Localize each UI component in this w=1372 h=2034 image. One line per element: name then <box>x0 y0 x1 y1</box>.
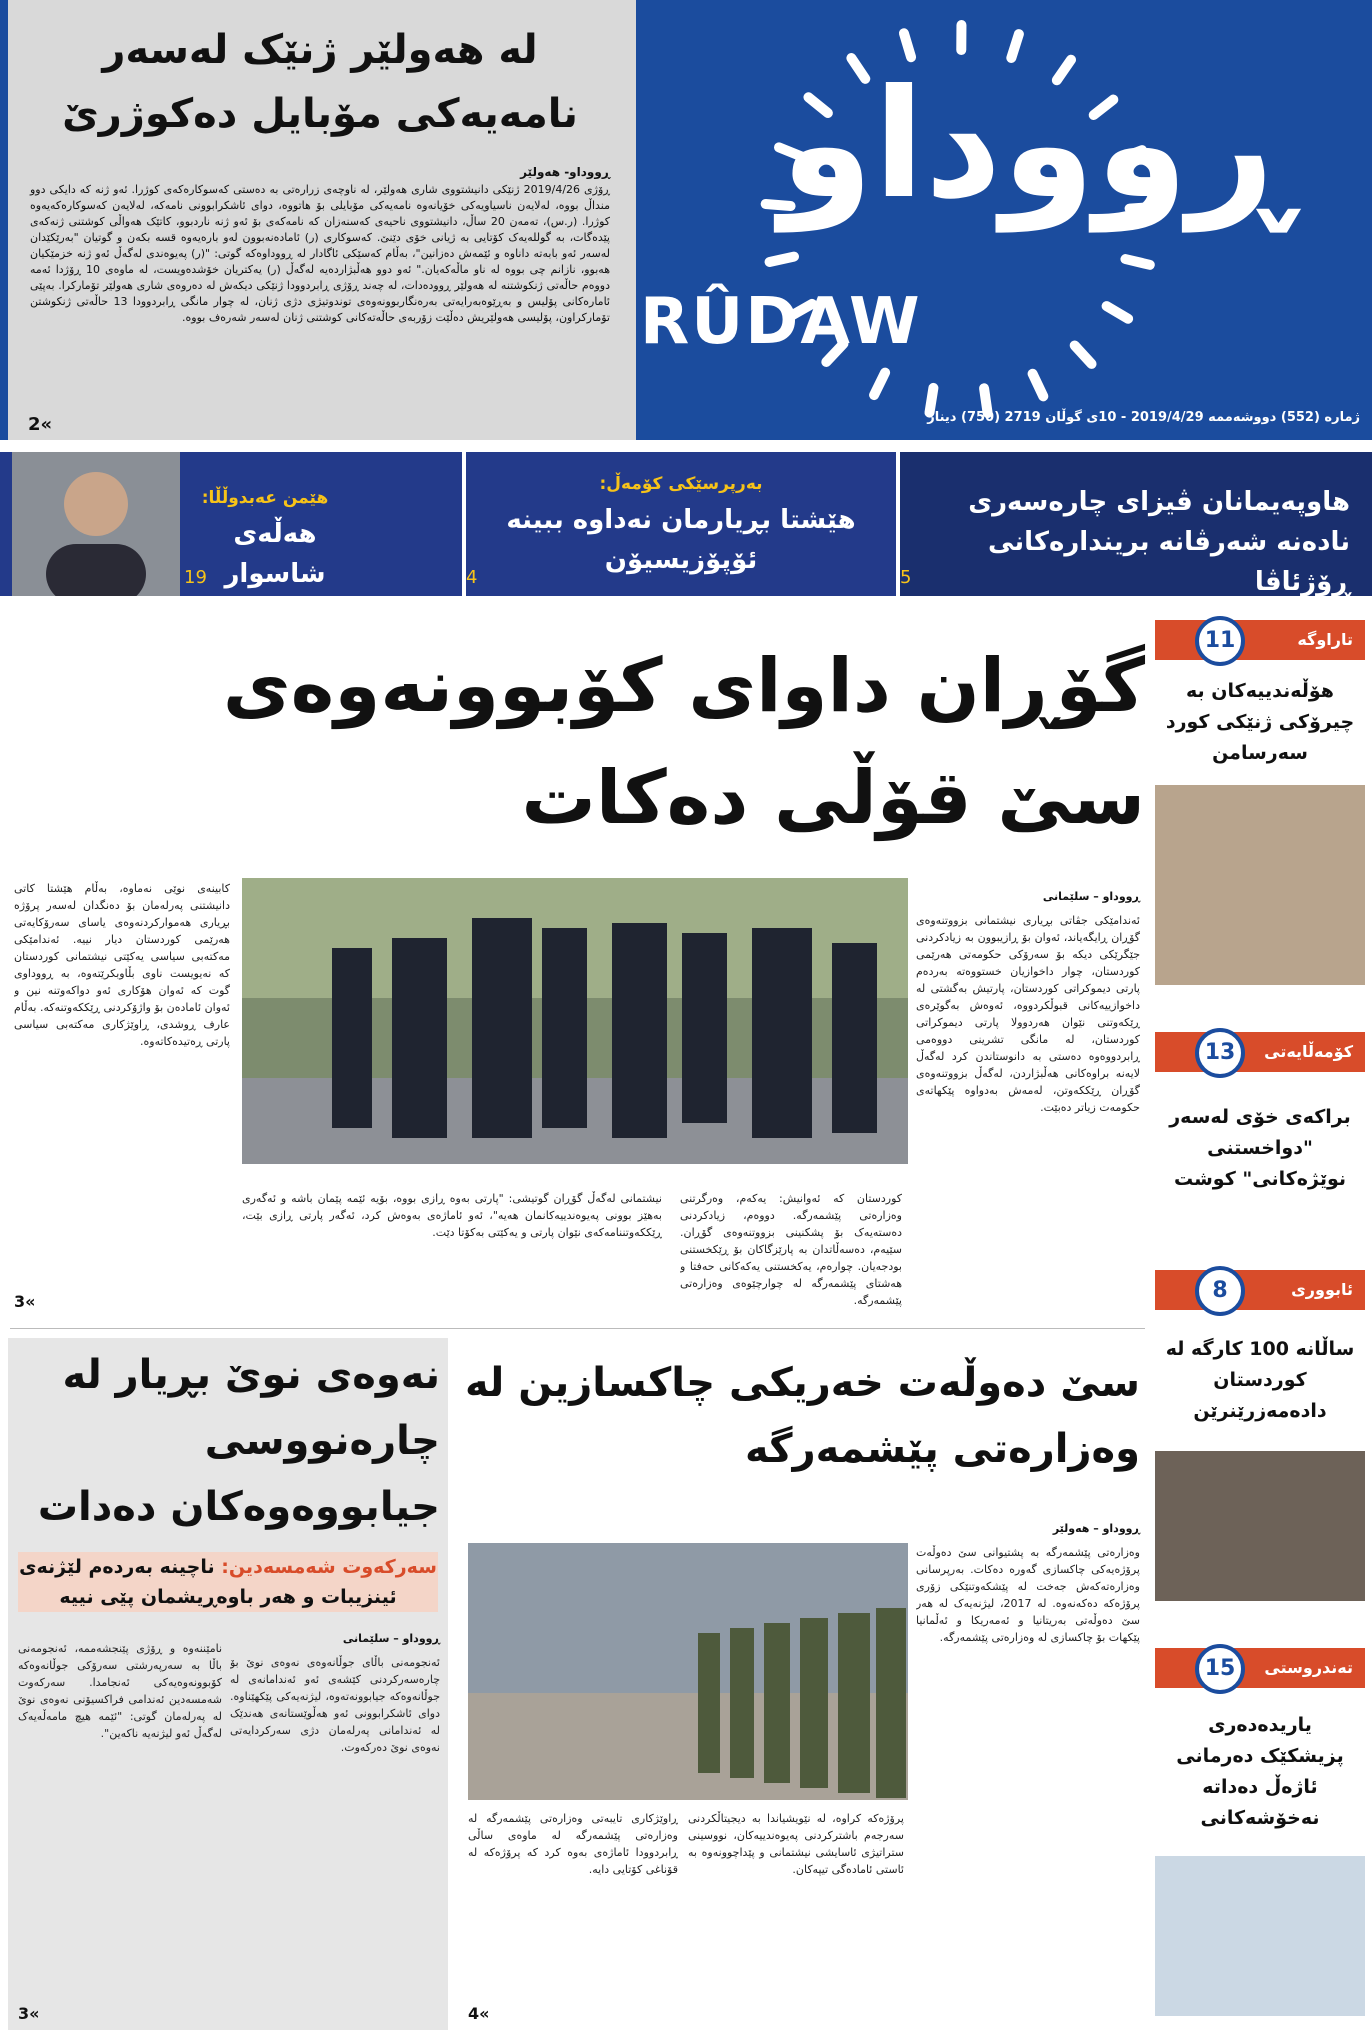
teaser-1-title[interactable]: هاوپەیمانان ڤیزای چارەسەری نادەنە شەرڤانە بریندارەکانی ڕۆژئاڤا <box>968 487 1350 597</box>
sidebar-page-number: 15 <box>1195 1644 1245 1694</box>
sunburst-ray <box>904 33 911 57</box>
issue-line: ژمارە (552) دووشەممە 2019/4/29 - 10ی گوڵان 2719 (750) دینار <box>927 410 1360 425</box>
quote-name: سەرکەوت شەمسەدین: <box>221 1556 437 1578</box>
lead-story-box[interactable] <box>8 0 636 440</box>
lead-story-byline: ڕووداو- هەولێر <box>520 165 610 179</box>
sidebar-photo <box>1155 785 1365 985</box>
teaser-3-page: 19 <box>184 567 207 588</box>
main-headline[interactable]: گۆڕان داوای کۆبوونەوەی سێ قۆڵی دەکات <box>222 643 1145 841</box>
teaser-2[interactable] <box>466 452 896 596</box>
story2-col-mid: پرۆژەکە کراوە، لە نێویشیاندا بە دیجیتاڵکردنی سەرجەم باشترکردنی پەیوەندییەکان، نووسینی ستراتیژی ئاسایشی نیشتمانی و پێداچوونەوە بە ئاستی ئامادەگی تیپەکان. <box>688 1812 904 1876</box>
divider <box>10 1328 1145 1329</box>
main-col-right: ئەندامێکی جڤاتی بڕیاری نیشتمانی بزووتنەوەی گۆڕان ڕایگەیاند، ئەوان بۆ ڕازیبوون بە زیادکردنی جێگرێکی دیکە بۆ سەرۆکی حکومەتی هەرێمی کوردستان، چوار داخوازیان خستووەتە بەردەم پارتی دیموکراتی کوردستان، پارتیش بەگشتی لە داخوازییەکانی قبوڵکردووە، ئەوەش بەگوێرەی ڕێکەوتنی نێوان هەردوولا پارتی دیموکراتی کوردستان، لە مانگی تشرینی دووەمی ڕابردووەوە دەستی بە دانوستاندن کرد لەگەڵ لایەنە براوەکانی هەڵبژاردن، لەگەڵ بزووتنەوەی گۆڕان ڕێککەوتن، لەمەش بەدواوە پێکهاتەی حکومەت زیاتر دەبێت. <box>916 914 1140 1114</box>
main-col-left: کابینەی نوێی نەماوە، بەڵام هێشتا کاتی دانیشتنی پەرلەمان بۆ دەنگدان لەسەر پرۆژە بڕیاری هەموارکردنەوەی یاسای سەرۆکایەتی هەرێمی کوردستان دیار نییە. ئەندامێکی مەکتەبی سیاسی یەکێتی نیشتمانی کوردستان کە نەیویست ناوی بڵاوبکرێتەوە، بە ڕووداوی گوت کە ئەوان هۆکاری ئەو دواکەوتنە نین و ئەوان ئامادەن بۆ واژۆکردنی ڕێککەوتنەکە. بەڵام عارف ڕوشدی، ڕاوێژکاری مەکتەبی سیاسی پارتی ڕەتیدەکاتەوە. <box>14 882 230 1048</box>
sidebar-item-4[interactable] <box>1155 1648 1365 2016</box>
main-page-ref[interactable]: 3« <box>14 1292 36 1311</box>
sidebar-page-number: 13 <box>1195 1028 1245 1078</box>
lead-story-page-ref[interactable]: 2« <box>28 414 53 435</box>
teaser-3[interactable] <box>0 452 462 596</box>
teaser-3-kicker: هێمن عەبدوڵڵا: <box>201 488 329 508</box>
sunburst-ray <box>1125 259 1149 265</box>
soldiers-photo-image <box>468 1543 908 1800</box>
main-byline: ڕووداو – سلێمانی <box>1042 890 1140 903</box>
sunburst-ray <box>874 373 885 395</box>
story3-col-right: ئەنجومەنی باڵای جوڵانەوەی نەوەی نوێ بۆ چارەسەرکردنی کێشەی ئەو ئەندامانەی لە جوڵانەوەکە جیابوونەتەوە، لیژنەیەکی پێکهێناوە. دوای ئاشکرابوونی ئەو هەڵوێستانەی هەندێک لە ئەندامانی پەرلەمان دژی سەرکردایەتی نەوەی نوێ دەرکەوت. <box>230 1656 440 1754</box>
sidebar-title[interactable]: هۆڵەندییەکان بە چیرۆکی ژنێکی کورد سەرسامن <box>1165 680 1355 764</box>
story3-col-left: نامێننەوە و ڕۆژی پێنجشەممە، ئەنجومەنی باڵا بە سەرپەرشتی سەرۆکی جوڵانەوەکە کۆبوونەوەیەکی ئەنجامدا. سەرکەوت شەمسەدین ئەندامی فراکسیۆنی نەوەی نوێ لە پەرلەمان گوتی: "ئێمە هیچ مامەڵەیەک لەگەڵ ئەو لیژنەیە ناکەین". <box>18 1642 222 1740</box>
sidebar-item-3[interactable] <box>1155 1270 1365 1601</box>
sunburst-ray <box>1075 345 1092 363</box>
sunburst-ray <box>1011 34 1019 58</box>
story3-headline[interactable]: نەوەی نوێ بڕیار لە چارەنووسی جیابووەوەکان دەدات <box>37 1352 440 1530</box>
group-photo-image <box>242 878 908 1164</box>
sidebar-tag: کۆمەڵایەتی <box>1155 1032 1365 1072</box>
story3-quote <box>18 1552 438 1612</box>
logo-latin: RÛDAW <box>640 285 922 359</box>
story3-page-ref[interactable]: 3« <box>18 2004 40 2023</box>
story2-photo <box>468 1543 908 1800</box>
main-col-mid1: کوردستان کە ئەوانیش: یەکەم، وەرگرتنی وەزارەتی پێشمەرگە. دووەم، زیادکردنی دەستەیەک بۆ پشکنینی بزووتنەوەی گۆڕان. سێیەم، دەسەڵاتدان بە پارێزگاکان بۆ ڕێکخستنی بودجەیان. چوارەم، یەکخستنی یەکەکانی حەفتا و هەشتای پێشمەرگە لە چوارچێوەی وەزارەتی پێشمەرگە. <box>680 1192 902 1307</box>
story3-byline: ڕووداو – سلێمانی <box>342 1632 440 1645</box>
person-icon <box>12 452 180 596</box>
sidebar-tag: تەندروستی <box>1155 1648 1365 1688</box>
sidebar-title[interactable]: یاریدەدەری پزیشکێک دەرمانی ئاژەڵ دەداتە نەخۆشەکانی <box>1176 1714 1344 1829</box>
columnist-photo <box>12 452 180 596</box>
lead-story-title[interactable]: لە هەولێر ژنێک لەسەر نامەیەکی مۆبایل دەکوژرێ <box>62 27 578 137</box>
teaser-1[interactable] <box>900 452 1372 596</box>
main-col-mid2: نیشتمانی لەگەڵ گۆڕان گوتیشی: "پارتی بەوە ڕازی بووە، بۆیە ئێمە پێمان باشە و ئەگەری بەهێز بوونی پەیوەندییەکانمان هەیە"، ئەو ئاماژەی بەوەش کرد، ئەگەر پارتی ڕازی بێت، ڕێککەوتننامەکەی نێوان پارتی و یەکێتی بەکۆتا دێت. <box>242 1192 662 1239</box>
sidebar-tag: تاراوگە <box>1155 620 1365 660</box>
story2-col-left: ڕاوێژکاری تایبەتی وەزارەتی پێشمەرگە لە وەزارەتی پێشمەرگە لە ماوەی ساڵی ڕابردوودا ئاماژەی بەوە کرد کە پرۆژەکە لە قۆناغی کۆتایی دایە. <box>468 1812 678 1876</box>
sidebar-tag: ئابووری <box>1155 1270 1365 1310</box>
teaser-3-title[interactable]: هەڵەی شاسوار <box>224 519 326 589</box>
teaser-2-page: 4 <box>466 567 478 588</box>
story2-page-ref[interactable]: 4« <box>468 2004 490 2023</box>
sidebar-item-1[interactable] <box>1155 620 1365 985</box>
sidebar-photo <box>1155 1856 1365 2016</box>
sunburst-ray <box>1033 374 1044 397</box>
sunburst-ray <box>1107 306 1129 319</box>
story2-col-right: وەزارەتی پێشمەرگە بە پشتیوانی سێ دەوڵەت پرۆژەیەکی چاکسازی گەورە دەکات. بەرپرسانی وەزارەتەکەش جەخت لە پێشکەوتنێکی زۆری پرۆژەکە دەکەنەوە. لە 2017، لیژنەیەک لە هەر سێ دەوڵەتی بەریتانیا و ئەمەریکا و ئەڵمانیا پێکهات بۆ چاکسازی لە وەزارەتی پێشمەرگە. <box>916 1546 1140 1644</box>
sidebar-item-2[interactable] <box>1155 1032 1365 1225</box>
sunburst-ray <box>929 388 933 413</box>
sidebar-title[interactable]: ساڵانە 100 کارگە لە کوردستان دادەمەزرێنرێن <box>1165 1338 1355 1422</box>
sidebar-page-number: 8 <box>1195 1266 1245 1316</box>
story2-headline[interactable]: سێ دەوڵەت خەریکی چاکسازین لە وەزارەتی پێشمەرگە <box>465 1360 1140 1472</box>
sidebar-photo <box>1155 1451 1365 1601</box>
sidebar-page-number: 11 <box>1195 616 1245 666</box>
story2-byline: ڕووداو – هەولێر <box>1052 1522 1140 1535</box>
sunburst-ray <box>770 257 794 262</box>
main-photo <box>242 878 908 1164</box>
quote-text: ناچینە بەردەم لێژنەی ئینزیبات و هەر باوەڕیشمان پێی نییە <box>19 1556 397 1608</box>
teaser-2-title[interactable]: هێشتا بڕیارمان نەداوە ببینە ئۆپۆزیسیۆن <box>506 505 856 575</box>
logo-kurdish: ڕووداو <box>780 58 1291 232</box>
teaser-1-page: 5 <box>900 567 912 588</box>
lead-story-body: ڕۆژی 2019/4/26 ژنێکی دانیشتووی شاری هەولێر، لە ناوچەی زرارەتی بە دەستی کەسوکارەکەی کوژرا. ئەو ژنە کە دایکی دوو منداڵ بووە، لەلایەن ناسیاویەکی خۆیانەوە نامەیەکی مۆبایلی بۆ هاتووە، دوای ئاشکرابوونی نامەکە، لەلایەن کەسوکارەکەیەوە کوژرا. (ر.س)، تەمەن 20 ساڵ، دانیشتووی ناحیەی کەسنەزان کە نامەکەی بۆ ئەو ژنە ناردبوو، کاتێک هەواڵی کوشتنی ژنەکەی پێدەگات، بە گوللەیەک کۆتایی بە ژیانی خۆی دێنێ. کەسوکاری (ر) ئامادەنەبوون لەو بارەیەوە قسە بکەن و گوتیان "بەرێکێدان لەسەر ئەو بابەتە داناوە و ئێمەش دەزانین"، بەڵام کەسێکی ئاگادار لە ڕووداوەکە گوتی: "(ر) پەیوەندی لەگەڵ ئەو ژنە خزمێکیان هەبوو، نازانم چی بووە لە ناو ماڵەکەیان." ئەو دوو هەڵبژاردەیە لەگەڵ (ر) یەکتریان خۆشدەویست، لە ماوەی 10 ڕۆژدا ئەمە دووەم حاڵەتی ژنکوشتنە لە هەولێر ڕوودەدات، لە چەند ڕۆژی ڕابردوودا ژنێکی دیکەش لە دەروەی شاری هەولێر تۆمارکرا. بەپێی ئامارەکانی پۆلیس و بەڕێوەبەرایەتی بەرەنگاربوونەوەی توندوتیژی دژی ژنان، لە چوار مانگی ڕابردوودا 13 حاڵەتی ژنکوشتن تۆمارکراون، پۆلیسی هەولێریش دەڵێت زۆربەی حاڵەتەکانی کوشتنی ژنان لەسەر شەرەف بووە. <box>30 183 610 324</box>
teaser-2-kicker: بەرپرسێکی کۆمەڵ: <box>599 474 763 494</box>
sidebar-title[interactable]: براکەی خۆی لەسەر "دواخستنی نوێژەکانی" کوشت <box>1169 1106 1351 1190</box>
